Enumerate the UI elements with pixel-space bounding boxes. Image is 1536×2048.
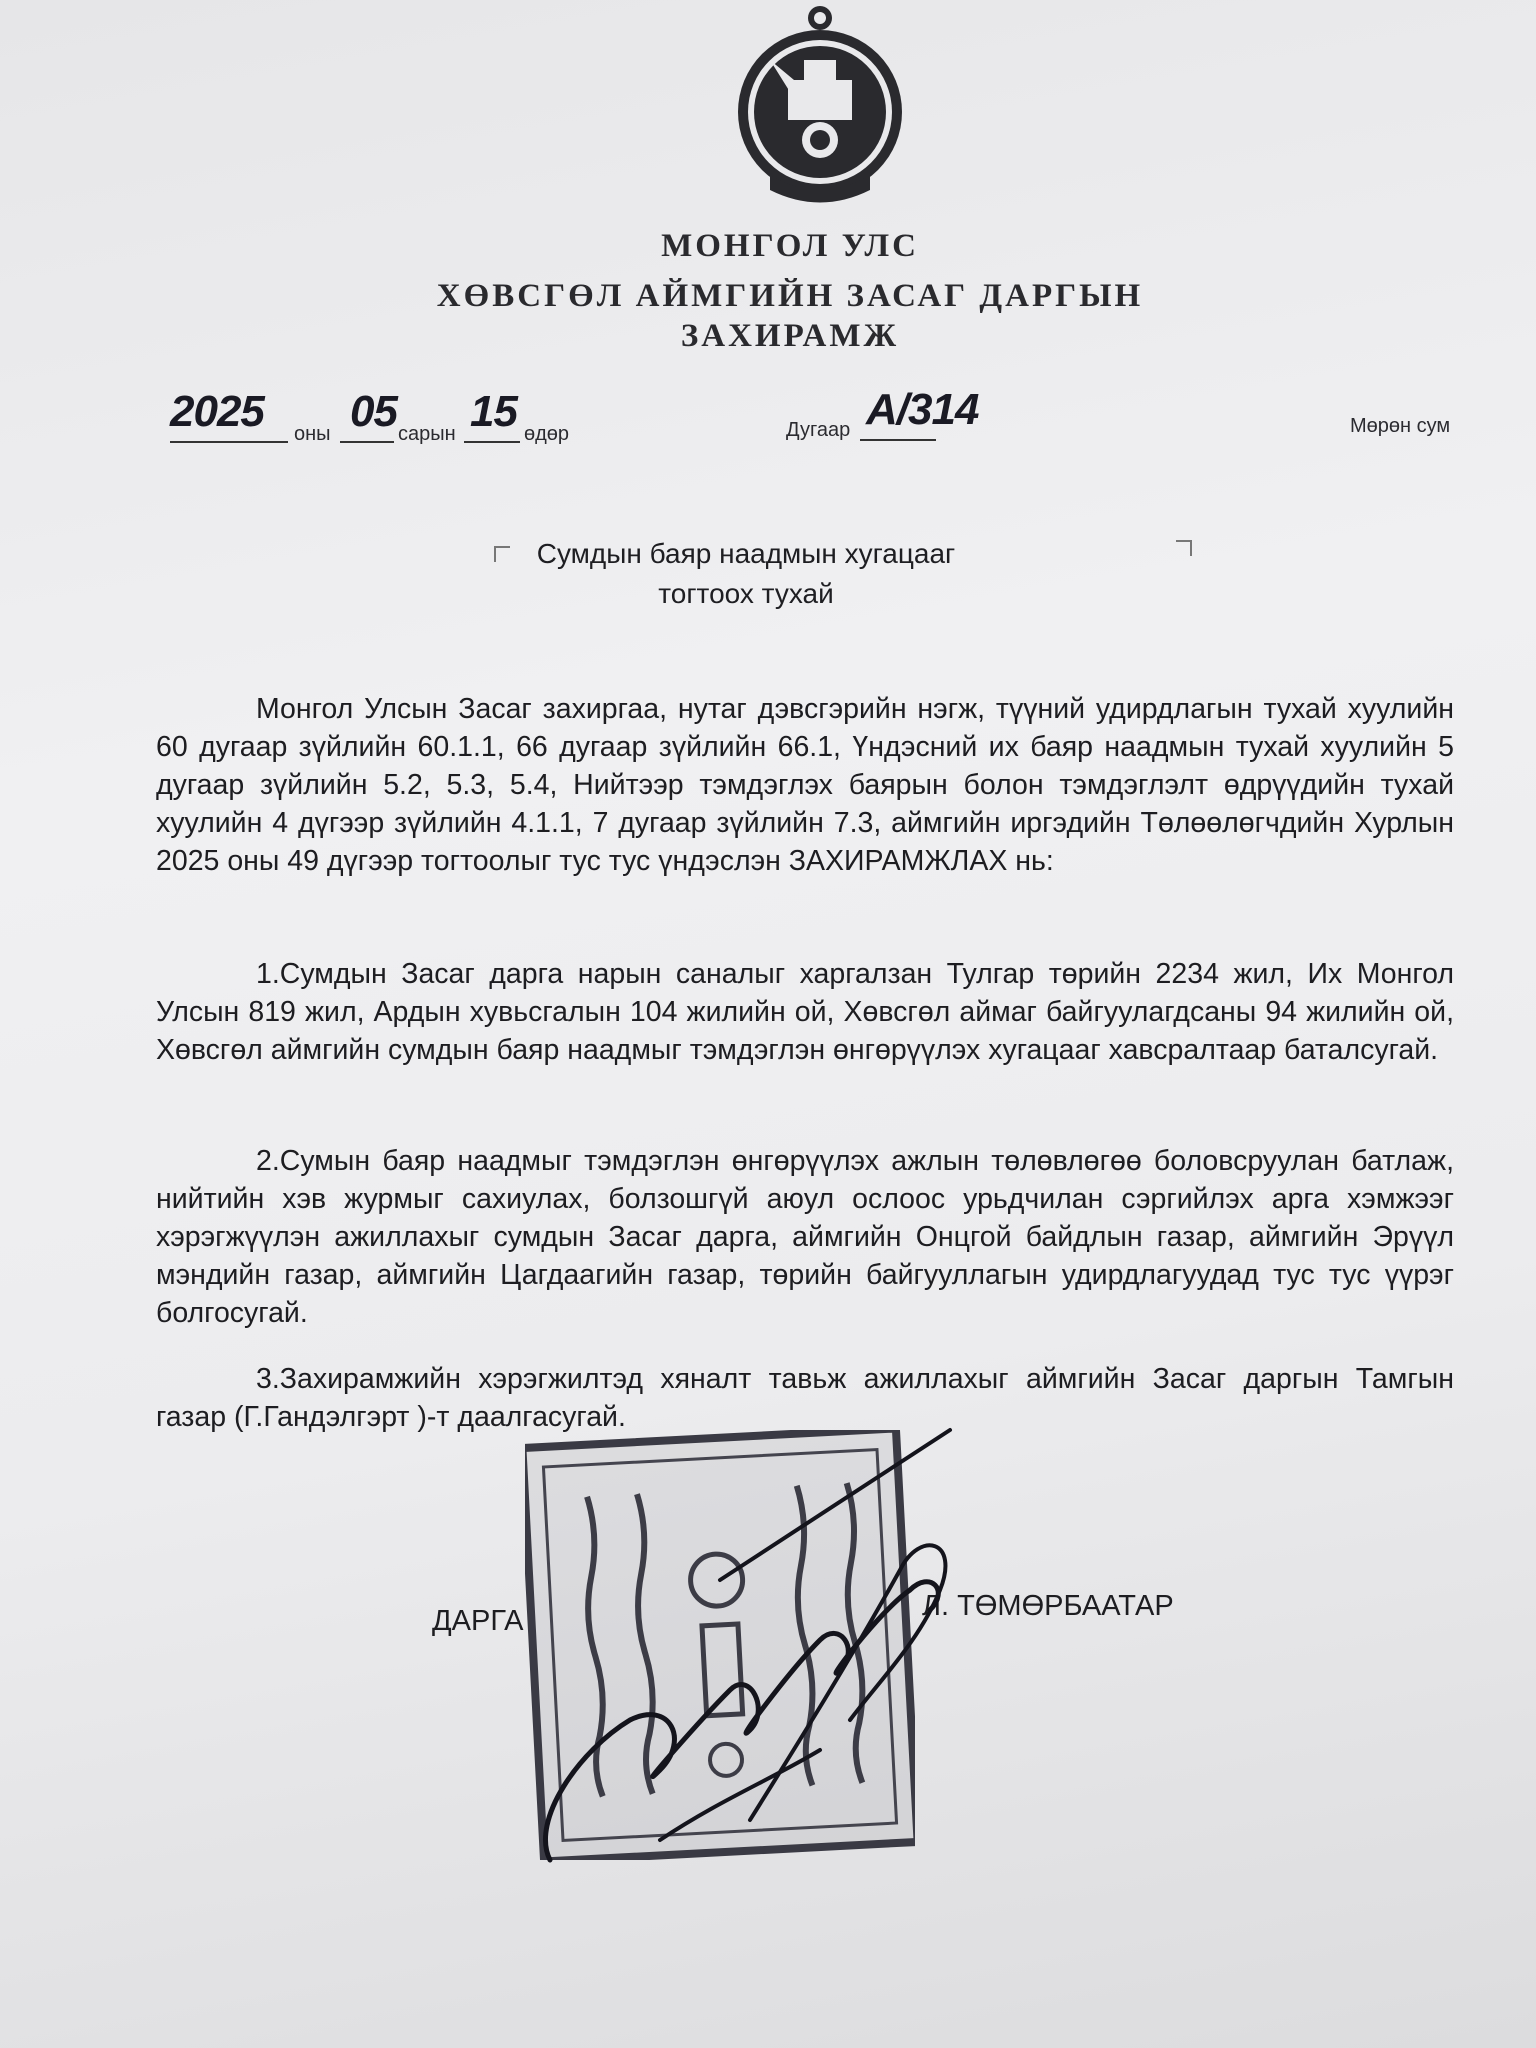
date-day-suffix: өдөр xyxy=(524,423,570,445)
number-label: Дугаар xyxy=(786,419,851,441)
document-type: ЗАХИРАМЖ xyxy=(680,318,900,354)
intro-paragraph: Монгол Улсын Засаг захиргаа, нутаг дэвсгэрийн нэгж, түүний удирдлагын тухай хуулийн 60 дугаар зүйлийн 60.1.1, 66 дугаар зүйлийн 66.1, Үндэсний их баяр наадмын тухай хуулийн 5 дугаар зүйлийн 5.2, 5.3, 5.4, Нийтээр тэмдэглэх баярын болон тэмдэглэлт өдрүүдийн тухай хуулийн 4 дүгээр зүйлийн 4.1.1, 7 дугаар зүйлийн 7.3, аймгийн иргэдийн Төлөөлөгчдийн Хурлын 2025 оны 49 дүгээр тогтоолыг тус тус үндэслэн ЗАХИРАМЖЛАХ нь: xyxy=(156,693,1454,877)
handwritten-signature xyxy=(520,1420,980,1880)
order-number: А/314 xyxy=(866,385,979,434)
date-month-suffix: сарын xyxy=(398,423,456,445)
signer-name: Л. ТӨМӨРБААТАР xyxy=(922,1590,1174,1622)
country-name: МОНГОЛ УЛС xyxy=(661,228,919,264)
state-emblem-icon xyxy=(730,0,910,210)
order-item-3: 3.Захирамжийн хэрэгжилтэд хяналт тавьж ажиллахыг аймгийн Засаг даргын Тамгын газар (Г.Гандэлгэрт )-т даалгасугай. xyxy=(156,1363,1454,1433)
date-day: 15 xyxy=(470,387,517,436)
date-month: 05 xyxy=(350,387,397,436)
date-number-row xyxy=(0,385,1536,455)
signer-position: ДАРГА xyxy=(432,1605,524,1637)
date-year-suffix: оны xyxy=(294,423,331,445)
issuer-name: ХӨВСГӨЛ АЙМГИЙН ЗАСАГ ДАРГЫН xyxy=(436,278,1144,314)
order-item-2: 2.Сумын баяр наадмыг тэмдэглэн өнгөрүүлэх ажлын төлөвлөгөө боловсруулан батлаж, нийтийн хэв журмыг сахиулах, болзошгүй аюул ослоос урьдчилан сэргийлэх арга хэмжээг хэрэгжүүлэн ажиллахыг сумдын Засаг дарга, аймгийн Онцгой байдлын газар, аймгийн Эрүүл мэндийн газар, аймгийн Цагдаагийн газар, төрийн байгууллагын удирдлагуудад тус тус үүрэг болгосугай. xyxy=(156,1145,1454,1329)
order-item-1: 1.Сумдын Засаг дарга нарын саналыг харгалзан Тулгар төрийн 2234 жил, Их Монгол Улсын 819 жил, Ардын хувьсгалын 104 жилийн ой, Хөвсгөл аймаг байгуулагдсаны 94 жилийн ой, Хөвсгөл аймгийн сумдын баяр наадмыг тэмдэглэн өнгөрүүлэх хугацааг хавсралтаар баталсугай. xyxy=(156,958,1454,1066)
date-year: 2025 xyxy=(170,387,264,436)
order-title-line1: Сумдын баяр наадмын хугацааг xyxy=(536,538,956,569)
place-name: Мөрөн сум xyxy=(1350,415,1451,437)
order-title-line2: тогтоох тухай xyxy=(658,578,834,609)
